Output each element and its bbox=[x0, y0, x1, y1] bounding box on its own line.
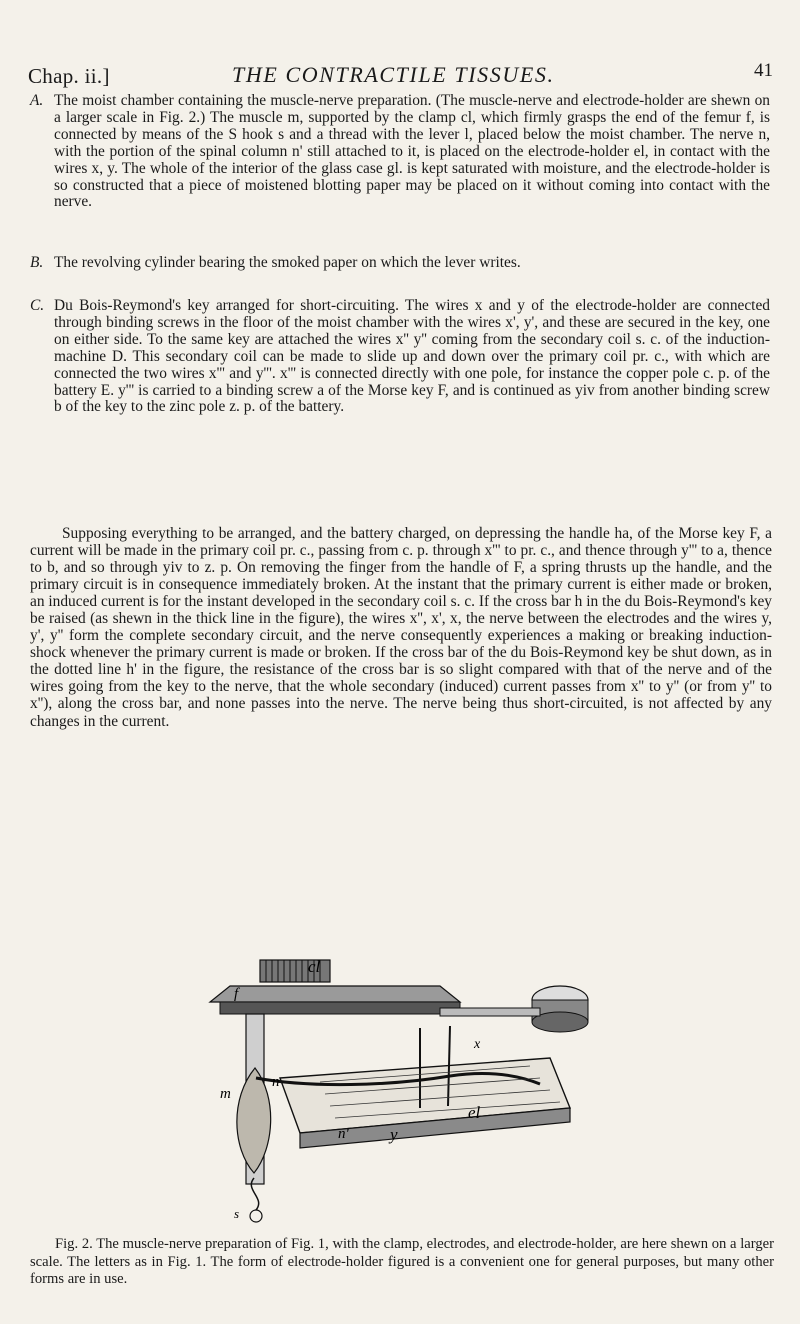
muscle-nerve-drawing bbox=[190, 958, 610, 1228]
chapter-label: Chap. ii.] bbox=[28, 64, 110, 88]
legend-item-c bbox=[30, 298, 770, 416]
item-text: Du Bois-Reymond's key arranged for short-circuiting. The wires x and y of the electrode-holder are connected through binding screws in the floor of the moist chamber with the wires x', y', and these are secured in the key, one on either side. To the same key are attached the wires x'' y'' coming from the secondary coil s. c. of the induction-machine D. This secondary coil can be made to slide up and down over the primary coil pr. c., with which are connected the two wires x''' and y'''. x''' is connected directly with one pole, for instance the copper pole c. p. of the battery E. y''' is carried to a binding screw a of the Morse key F, and is continued as yiv from another binding screw b of the key to the zinc pole z. p. of the battery. bbox=[54, 297, 770, 416]
label-n-prime: n' bbox=[338, 1126, 349, 1142]
label-cl: cl bbox=[308, 958, 321, 976]
figure-caption: Fig. 2. The muscle-nerve preparation of Fig. 1, with the clamp, electrodes, and electrode-holder, are here shewn on a larger scale. The letters as in Fig. 1. The form of electrode-holder figured is a convenient one for general purposes, but many other forms are in use. bbox=[30, 1236, 774, 1287]
label-y: y bbox=[390, 1125, 398, 1144]
body-paragraph: Supposing everything to be arranged, and the battery charged, on depressing the handle ha, of the Morse key F, a current will be made in the primary coil pr. c., passing from c. p. through x''' to pr. c., and thence through y''' to a, thence to b, and so through yiv to z. p. On removing the finger from the handle of F, a spring thrusts up the handle, and the primary circuit is in consequence immediately broken. At the instant that the primary current is either made or broken, an induced current is for the instant developed in the secondary coil s. c. If the cross bar h in the du Bois-Reymond's key be raised (as shewn in the thick line in the figure), the wires x'', x', x, the nerve between the electrodes and the wires y, y', y'' form the complete secondary circuit, and the nerve consequently experiences a making or breaking induction-shock whenever the primary current is made or broken. If the cross bar of the du Bois-Reymond key be shut down, as in the dotted line h' in the figure, the resistance of the cross bar is so slight compared with that of the nerve and of the wires going from the key to the nerve, that the whole secondary (induced) current passes from x'' to y'' (or from y'' to x''), along the cross bar, and none passes into the nerve. The nerve being thus short-circuited, is not affected by any changes in the current. bbox=[30, 525, 772, 730]
running-header bbox=[28, 58, 773, 88]
label-el: el bbox=[468, 1103, 481, 1122]
item-label: A. bbox=[30, 92, 44, 109]
item-label: C. bbox=[30, 297, 45, 314]
label-s: s bbox=[234, 1206, 240, 1221]
label-f: f bbox=[234, 986, 239, 1002]
legend-item-a bbox=[30, 93, 770, 211]
running-title: THE CONTRACTILE TISSUES. bbox=[232, 62, 555, 87]
page-number: 41 bbox=[754, 60, 773, 81]
legend-item-b bbox=[30, 255, 770, 272]
item-label: B. bbox=[30, 254, 44, 271]
label-n: n bbox=[272, 1074, 280, 1090]
item-text: The moist chamber containing the muscle-nerve preparation. (The muscle-nerve and electrode-holder are shewn on a larger scale in Fig. 2.) The muscle m, supported by the clamp cl, which firmly grasps the end of the femur f, is connected by means of the S hook s and a thread with the lever l, placed below the moist chamber. The nerve n, with the portion of the spinal column n' still attached to it, is placed on the electrode-holder el, in contact with the wires x, y. The whole of the interior of the glass case gl. is kept saturated with moisture, and the electrode-holder is so constructed that a piece of moistened blotting paper may be placed on it without coming into contact with the nerve. bbox=[54, 92, 770, 211]
item-text: The revolving cylinder bearing the smoked paper on which the lever writes. bbox=[54, 254, 521, 271]
label-m: m bbox=[220, 1086, 231, 1102]
label-x: x bbox=[474, 1037, 481, 1052]
